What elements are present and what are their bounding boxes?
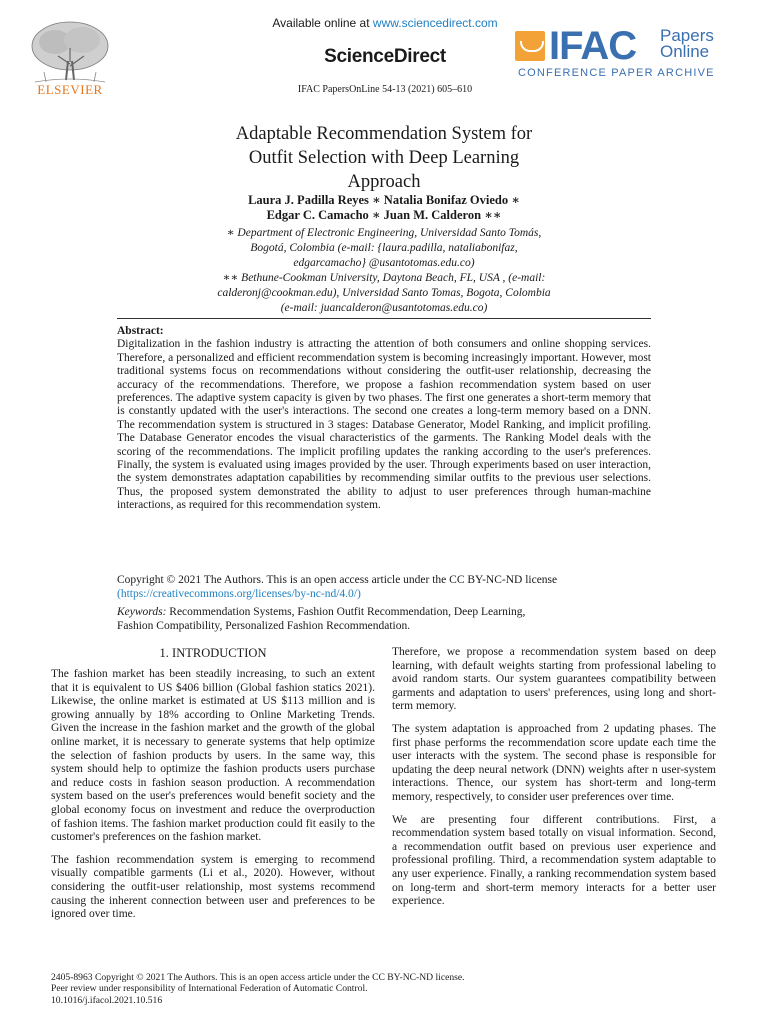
- right-column: [392, 646, 716, 918]
- title-line: Approach: [347, 172, 421, 192]
- body-paragraph: We are presenting four different contributions. First, a recommendation system based totally on visual information. Second, a recommendation outfit based on previous user experience and professional profiling. Third, a recommendation system adaptable to any user experience. Finally, a ranking recommendation system based on long-term and short-term memory interacts for a better user experience.: [392, 813, 716, 908]
- section-heading: 1. INTRODUCTION: [159, 646, 267, 660]
- keywords-line: Recommendation Systems, Fashion Outfit Recommendation, Deep Learning,: [166, 606, 526, 618]
- footer-line: 2405-8963 Copyright © 2021 The Authors. This is an open access article under the CC BY-NC-ND license.: [51, 972, 465, 983]
- doi[interactable]: 10.1016/j.ifacol.2021.10.516: [51, 994, 163, 1006]
- abstract-divider: [117, 318, 651, 319]
- affiliation-line: (e-mail: juancalderon@usantotomas.edu.co): [280, 302, 488, 314]
- ifac-emblem-icon: [515, 31, 545, 61]
- left-column: [51, 646, 375, 931]
- page-footer: [51, 972, 717, 1006]
- author-line: Laura J. Padilla Reyes ∗ Natalia Bonifaz Oviedo ∗: [248, 193, 520, 207]
- abstract-text: Digitalization in the fashion industry is attracting the attention of both consumers and online shopping services. Therefore, a personalized and efficient recommendation system is becoming increasingly important. However, most traditional systems focus on recommendations without considering the outfit-user relationship, decreasing the accuracy of the recommendations. Therefore, we propose a fashion recommendation system based on user preferences. The adaptive system capacity is given by two phases. The first one generates a short-term memory that is constantly updated with the user's interactions. The second one creates a long-term memory based on a DNN. The recommendation system is structured in 3 stages: Database Generator, Model Ranking, and implicit profiling. The Database Generator encodes the visual characteristics of the garments. The Ranking Model deals with the scoring of the recommendations. The implicit profiling updates the ranking according to the user's preferences. Finally, the system is evaluated using images provided by the user. Through experiments based on user interaction, the system demonstrates adaptation capabilities by recommending similar outfits to the previous user selections. Thus, the proposed system demonstrated the ability to adjust to user preferences through human-machine interactions, as required for this recommendation system.: [117, 338, 651, 512]
- abstract-heading: Abstract:: [117, 325, 164, 337]
- ifac-archive: CONFERENCE PAPER ARCHIVE: [518, 67, 715, 79]
- author-line: Edgar C. Camacho ∗ Juan M. Calderon ∗∗: [266, 208, 502, 222]
- elsevier-wordmark: ELSEVIER: [37, 82, 103, 97]
- body-paragraph: Therefore, we propose a recommendation system based on deep learning, with default weights starting from professional labeling to avoid random starts. Our system guarantees compatibility between garments and adaptation to users' preferences, using long and short-term memory.: [392, 646, 716, 713]
- footer-line: Peer review under responsibility of International Federation of Automatic Control.: [51, 983, 368, 995]
- ifac-online: Online: [660, 42, 710, 61]
- ifac-papersonline-logo: [515, 25, 725, 85]
- title-line: Adaptable Recommendation System for: [235, 124, 533, 144]
- affiliation-line: calderonj@cookman.edu), Universidad Santo Tomas, Bogota, Colombia: [217, 287, 551, 299]
- affiliation-line: ∗ Department of Electronic Engineering, Universidad Santo Tomás,: [226, 227, 542, 239]
- affiliation-line: ∗∗ Bethune-Cookman University, Daytona Beach, FL, USA , (e-mail:: [222, 272, 546, 284]
- sciencedirect-logo: ScienceDirect: [324, 46, 446, 67]
- keywords-label: Keywords:: [117, 606, 167, 618]
- affiliation-line: edgarcamacho} @usantotomas.edu.co): [293, 257, 475, 269]
- affiliation-line: Bogotá, Colombia (e-mail: {laura.padilla, nataliabonifaz,: [250, 242, 518, 254]
- body-paragraph: The fashion market has been steadily increasing, to such an extent that it is equivalent to US $406 billion (Global fashion statics 2021). Likewise, the online market is estimated at US $113 million and is growing annually by 18% according to Online Marketing Trends. Given the increase in the fashion market and the growth of the global online market, it is necessary to generate systems that help optimize the selection of fashion products by users. In the same way, this system should help to optimize the fashion products users purchase and reduce costs in fashion season production. A recommendation system based on the user's preferences would benefit society and the global economy focus on investment and reduce the overproduction of fashion items. The fashion market production could fit easily to the customer's preferences on the fashion market.: [51, 668, 375, 844]
- author-list: [150, 193, 618, 223]
- body-paragraph: The system adaptation is approached from 2 updating phases. The first phase performs the recommendation score update each time the user interacts with the system. The second phase is responsible for updating the deep neural network (DNN) weights after n user-system interactions. Thence, our system has short-term and long-term memory, respectively, to consider user preferences over time.: [392, 722, 716, 803]
- keywords-line: Fashion Compatibility, Personalized Fashion Recommendation.: [117, 620, 411, 632]
- license-link[interactable]: (https://creativecommons.org/licenses/by-nc-nd/4.0/): [117, 588, 361, 600]
- abstract: [117, 325, 651, 513]
- journal-reference: IFAC PapersOnLine 54-13 (2021) 605–610: [297, 84, 473, 95]
- copyright-notice: [117, 573, 651, 601]
- copyright-text: Copyright © 2021 The Authors. This is an open access article under the CC BY-NC-ND license: [117, 574, 558, 586]
- ifac-papers: Papers: [660, 26, 714, 45]
- available-prefix: Available online at: [272, 16, 373, 30]
- ifac-papers-online: [660, 28, 714, 60]
- title-line: Outfit Selection with Deep Learning: [248, 148, 520, 168]
- keywords: [117, 605, 651, 633]
- body-paragraph: The fashion recommendation system is emerging to recommend visually compatible garments (Li et al., 2020). However, without considering the outfit-user relationship, most systems recommend causing the inherent connection between user and preferences to be ignored over time.: [51, 853, 375, 921]
- paper-title: [150, 122, 618, 194]
- ifac-brand: IFAC: [549, 24, 637, 68]
- sciencedirect-link[interactable]: www.sciencedirect.com: [372, 16, 498, 30]
- affiliations: [120, 226, 648, 316]
